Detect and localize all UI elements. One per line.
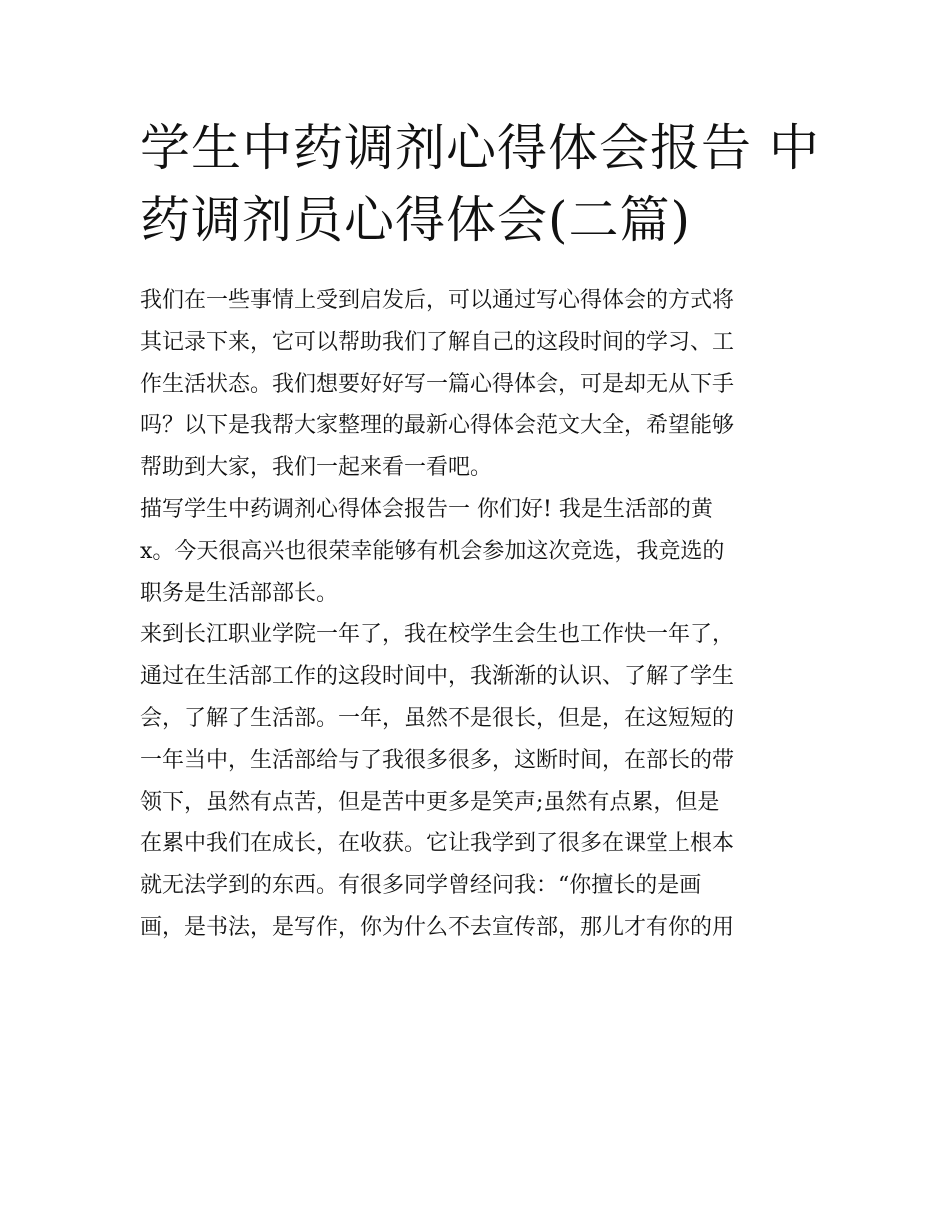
body-line: 会，了解了生活部。一年，虽然不是很长，但是，在这短短的: [140, 705, 735, 731]
body-line: 就无法学到的东西。有很多同学曾经问我：“你擅长的是画: [140, 873, 702, 899]
body-line: 在累中我们在成长，在收获。它让我学到了很多在课堂上根本: [140, 831, 735, 857]
title-line-1: 学生中药调剂心得体会报告 中: [140, 119, 820, 177]
body-line: 我们在一些事情上受到启发后，可以通过写心得体会的方式将: [140, 288, 735, 313]
body-line: 画，是书法，是写作，你为什么不去宣传部，那儿才有你的用: [140, 914, 735, 940]
body-line: 吗？以下是我帮大家整理的最新心得体会范文大全，希望能够: [140, 413, 735, 439]
body-line: 职务是生活部部长。: [140, 580, 339, 606]
body-line: 一年当中，生活部给与了我很多很多，这断时间，在部长的带: [140, 747, 735, 773]
body-line: 来到长江职业学院一年了，我在校学生会生也工作快一年了，: [140, 622, 735, 648]
body-line: 描写学生中药调剂心得体会报告一 你们好! 我是生活部的黄: [140, 496, 713, 522]
body-line: 其记录下来，它可以帮助我们了解自己的这段时间的学习、工: [140, 329, 735, 355]
body-line: 领下，虽然有点苦，但是苦中更多是笑声;虽然有点累，但是: [140, 789, 720, 815]
body-line: x。今天很高兴也很荣幸能够有机会参加这次竞选，我竞选的: [140, 538, 725, 564]
title-line-2: 药调剂员心得体会(二篇): [140, 191, 692, 249]
body-line: 作生活状态。我们想要好好写一篇心得体会，可是却无从下手: [140, 371, 735, 397]
body-line: 帮助到大家，我们一起来看一看吧。: [140, 455, 493, 481]
body-line: 通过在生活部工作的这段时间中，我渐渐的认识、了解了学生: [140, 664, 735, 690]
page-title: [140, 112, 830, 256]
body-text: [140, 280, 820, 949]
